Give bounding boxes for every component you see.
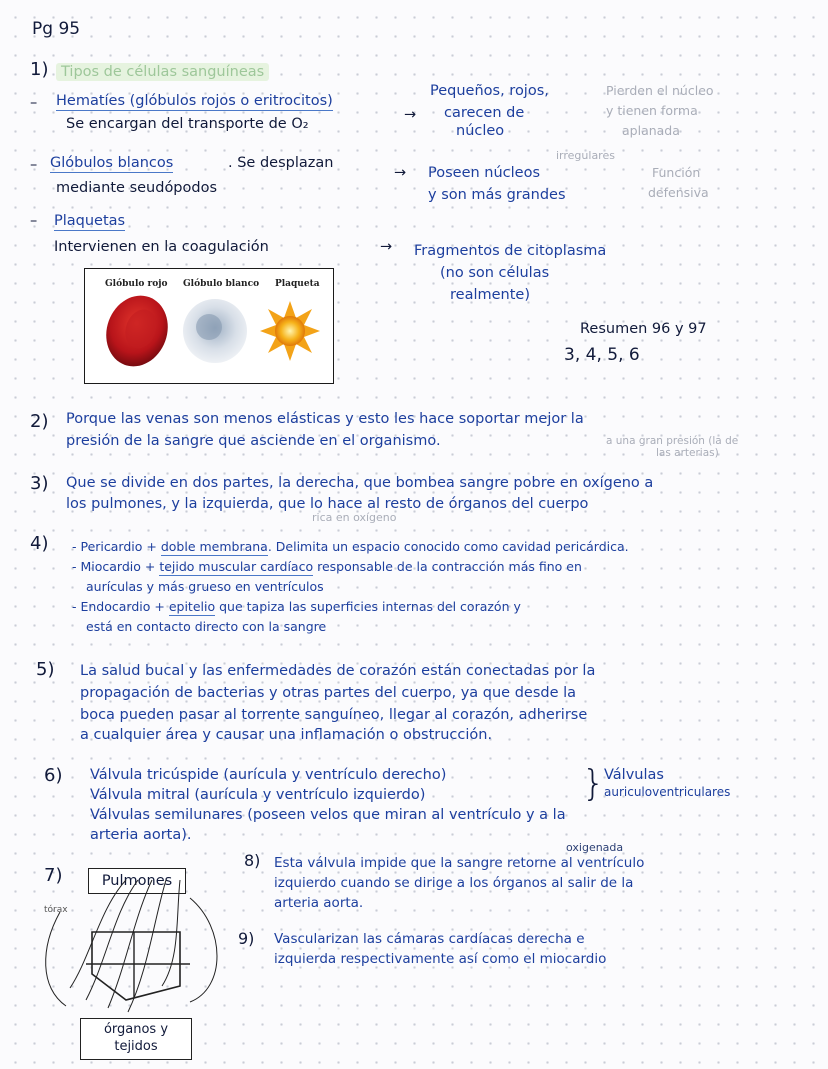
q6-line-2: Válvula mitral (aurícula y ventrículo izquierdo)	[90, 787, 426, 803]
q4-line-4: - Endocardio + epitelio que tapiza las superficies internas del corazón y	[72, 599, 521, 614]
q5-line-4: a cualquier área y causar una inflamación o obstrucción.	[80, 727, 493, 743]
q4-line-5: está en contacto directo con la sangre	[86, 619, 327, 634]
hematies-extra-2: y tienen forma	[606, 103, 698, 118]
plaquetas-title: Plaquetas	[54, 213, 126, 229]
organos-line-1: órganos y	[103, 1022, 169, 1037]
plaquetas-description: Intervienen en la coagulación	[54, 239, 269, 255]
torax-label: tórax	[44, 905, 68, 915]
resumen-line-2: 3, 4, 5, 6	[564, 345, 640, 365]
q8-number: 8)	[244, 851, 261, 870]
plaquetas-note-3: realmente)	[450, 287, 530, 303]
q6-line-1: Válvula tricúspide (aurícula y ventrículo derecho)	[90, 767, 447, 783]
blancos-description-1: . Se desplazan	[228, 155, 334, 171]
hematies-description: Se encargan del transporte de O₂	[66, 116, 309, 132]
q4-line-3: aurículas y más grueso en ventrículos	[86, 579, 324, 594]
blood-cells-image	[84, 268, 334, 384]
q5-line-2: propagación de bacterias y otras partes del cuerpo, ya que desde la	[80, 685, 577, 701]
q6-group-1: Válvulas	[604, 767, 664, 783]
pulmones-box: Pulmones	[88, 868, 186, 894]
q9-line-2: izquierda respectivamente así como el miocardio	[274, 951, 607, 967]
hematies-dash: –	[30, 95, 38, 111]
blancos-irregulares: irregulares	[556, 149, 615, 162]
blancos-extra-1: Función	[652, 165, 701, 180]
blancos-note-1: Poseen núcleos	[428, 165, 541, 181]
q8-oxigenada: oxigenada	[566, 841, 624, 854]
hematies-note-1: Pequeños, rojos,	[430, 83, 549, 99]
plaquetas-note-2: (no son células	[440, 265, 550, 281]
q8-line-3: arteria aorta.	[274, 895, 364, 911]
q6-line-3: Válvulas semilunares (poseen velos que miran al ventrículo y a la	[90, 807, 566, 823]
q2-number: 2)	[30, 411, 49, 432]
q7-number: 7)	[44, 865, 63, 886]
blancos-extra-2: defensiva	[648, 185, 709, 200]
white-cell-label: Glóbulo blanco	[183, 279, 260, 289]
blancos-dash: –	[30, 157, 38, 173]
circulation-diagram	[30, 878, 230, 1018]
q4-line-1: - Pericardio + doble membrana. Delimita un espacio conocido como cavidad pericárdica.	[72, 539, 629, 554]
blancos-description-2: mediante seudópodos	[56, 180, 218, 196]
q8-line-2: izquierdo cuando se dirige a los órganos al salir de la	[274, 875, 634, 891]
q6-group-2: auriculoventriculares	[604, 785, 731, 799]
organos-box	[80, 1018, 192, 1060]
q2-line-2: presión de la sangre que asciende en el organismo.	[66, 433, 441, 449]
q9-number: 9)	[238, 929, 255, 948]
resumen-line-1: Resumen 96 y 97	[580, 321, 707, 337]
arrow-icon: →	[380, 239, 393, 255]
arrow-icon: →	[404, 107, 417, 123]
q6-line-4: arteria aorta).	[90, 827, 192, 843]
q2-note-2: las arterias)	[656, 447, 719, 459]
platelet	[260, 301, 320, 361]
plaquetas-dash: –	[30, 213, 38, 229]
q3-line-1: Que se divide en dos partes, la derecha, que bombea sangre pobre en oxígeno a	[66, 475, 654, 491]
red-cell-label: Glóbulo rojo	[105, 279, 168, 289]
q5-number: 5)	[36, 659, 55, 680]
q3-line-2: los pulmones, y la izquierda, que lo hace al resto de órganos del cuerpo	[66, 496, 589, 512]
q5-line-3: boca pueden pasar al torrente sanguíneo, llegar al corazón, adherirse	[80, 707, 588, 723]
q3-note: rica en oxígeno	[312, 511, 397, 524]
platelet-label: Plaqueta	[275, 279, 320, 289]
blancos-title: Glóbulos blancos	[50, 155, 174, 171]
blancos-note-2: y son más grandes	[428, 187, 566, 203]
arrow-icon: →	[394, 165, 407, 181]
q2-note: a una gran presión (la de	[606, 435, 739, 447]
hematies-title: Hematíes (glóbulos rojos o eritrocitos)	[56, 93, 333, 109]
blood-cells-drawing	[85, 269, 333, 383]
q9-line-1: Vascularizan las cámaras cardíacas derecha e	[274, 931, 585, 947]
q6-brace: }	[582, 763, 605, 804]
hematies-extra-1: Pierden el núcleo	[606, 83, 714, 98]
q2-line-1: Porque las venas son menos elásticas y esto les hace soportar mejor la	[66, 411, 584, 427]
q5-line-1: La salud bucal y las enfermedades de corazón están conectadas por la	[80, 663, 596, 679]
organos-line-2: tejidos	[114, 1039, 158, 1054]
q1-number: 1)	[30, 59, 49, 80]
hematies-extra-3: aplanada	[622, 123, 680, 138]
plaquetas-note-1: Fragmentos de citoplasma	[414, 243, 607, 259]
hematies-note-2: carecen de	[444, 105, 525, 121]
q1-title: Tipos de células sanguíneas	[56, 62, 269, 81]
q4-number: 4)	[30, 533, 49, 554]
q4-line-2: - Miocardio + tejido muscular cardíaco responsable de la contracción más fino en	[72, 559, 582, 574]
q3-number: 3)	[30, 473, 49, 494]
page-number: Pg 95	[32, 19, 81, 39]
q6-number: 6)	[44, 765, 63, 786]
q8-line-1: Esta válvula impide que la sangre retorne al ventrículo	[274, 855, 645, 871]
hematies-note-3: núcleo	[456, 123, 505, 139]
